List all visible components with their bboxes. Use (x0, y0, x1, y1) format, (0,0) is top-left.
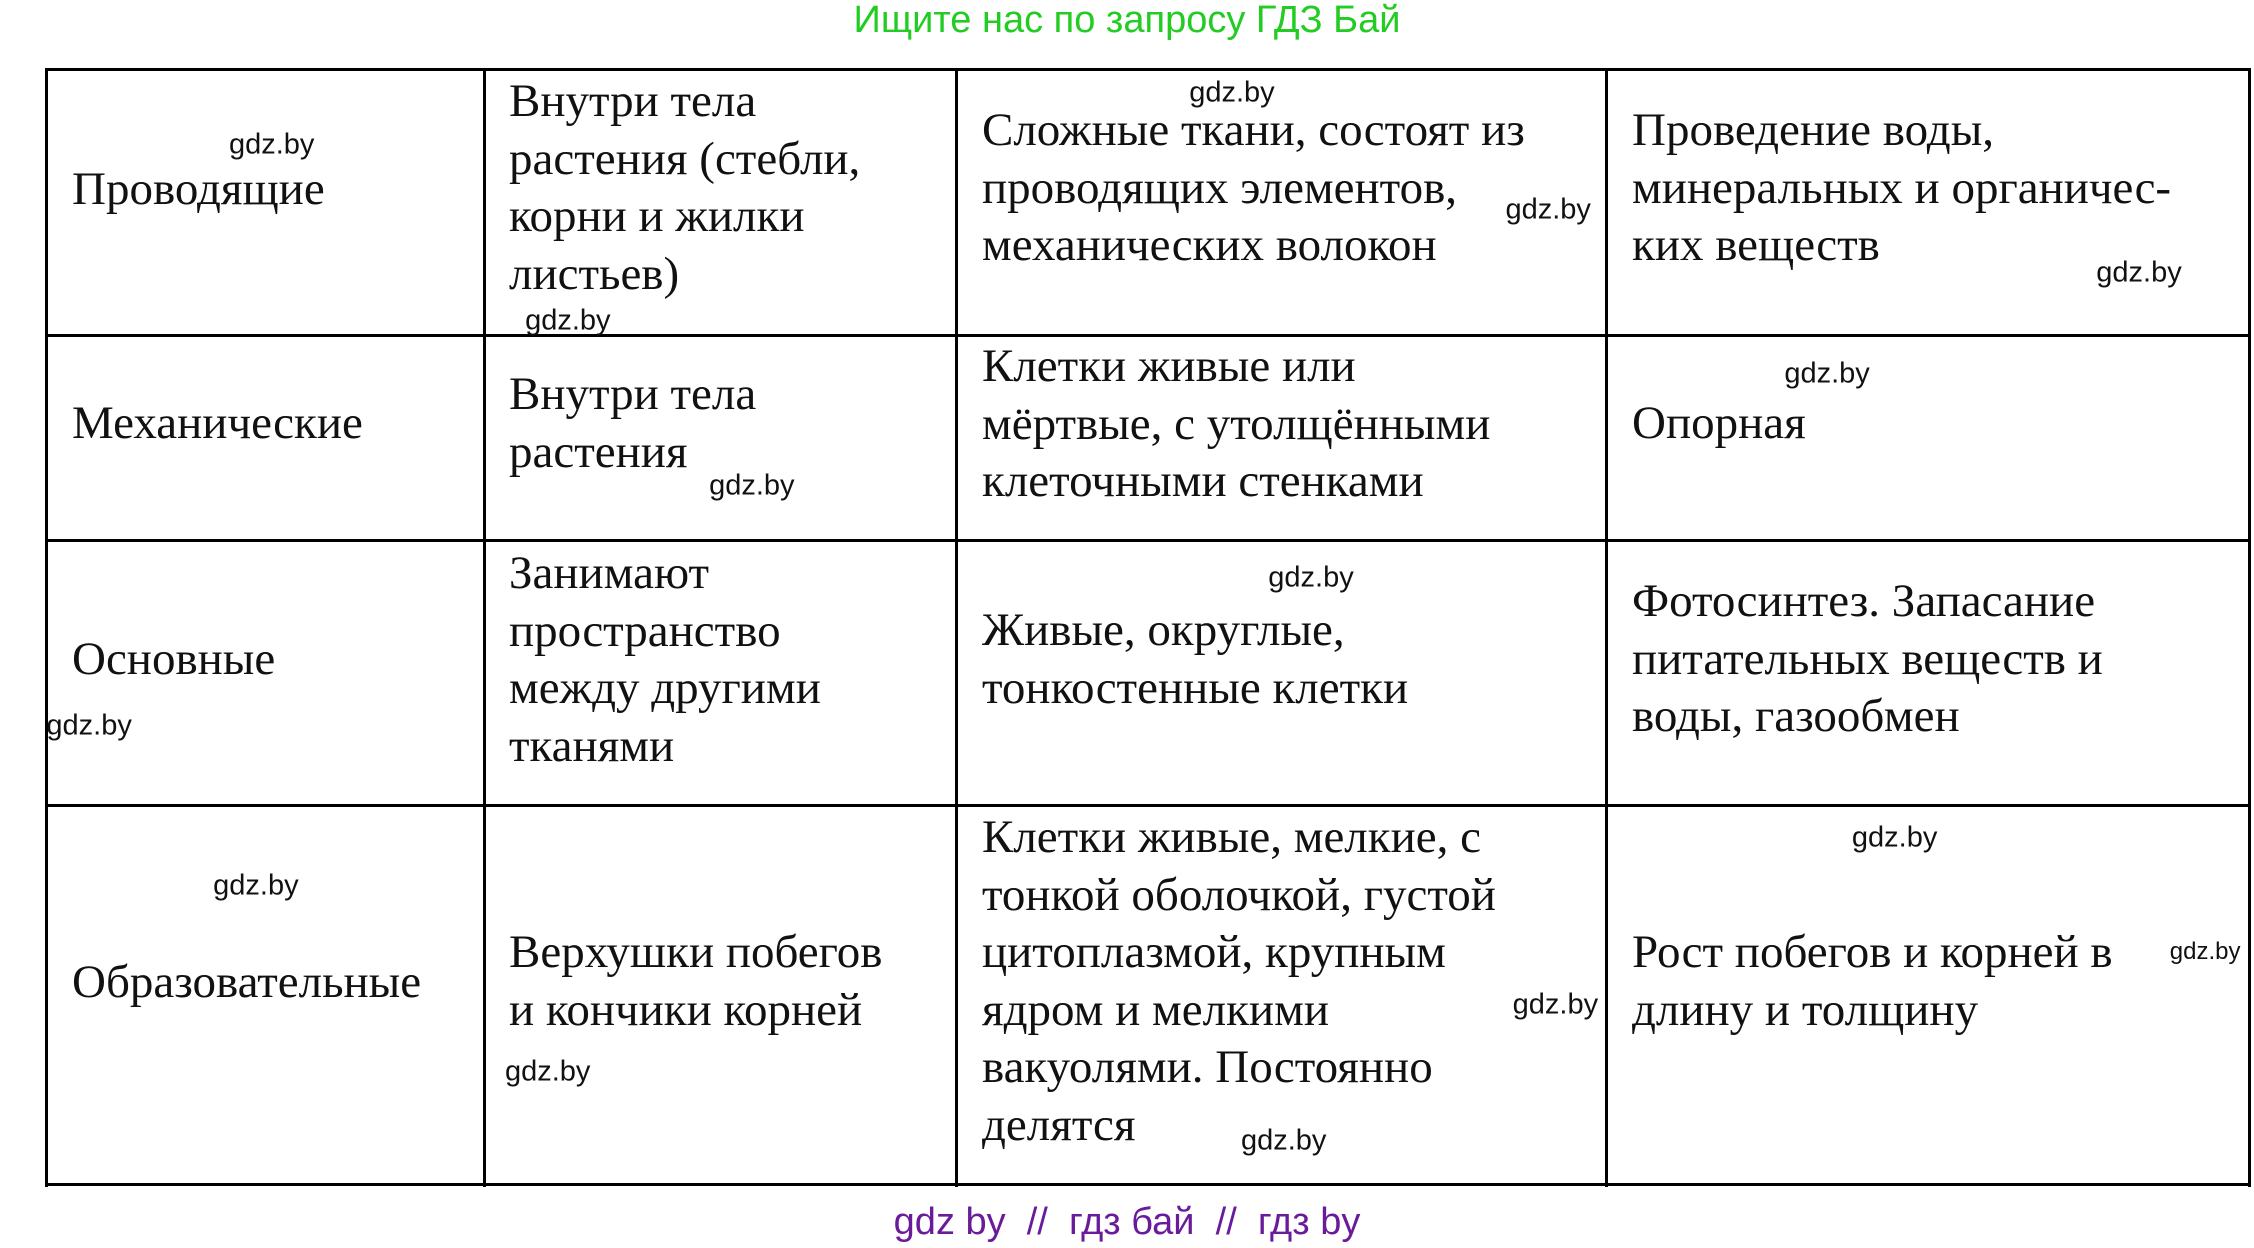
table-cell-structure (982, 338, 1490, 511)
table-rule (1605, 68, 1608, 1187)
cell-text-line: Верхушки побегов (509, 926, 883, 978)
table-rule (45, 68, 2251, 71)
cell-text-line: Механические (72, 397, 363, 449)
cell-text-line: Основные (72, 633, 276, 685)
cell-text-line: длину и толщину (1632, 983, 1979, 1036)
table-rule (483, 68, 486, 1187)
cell-text-line: и кончики корней (509, 983, 863, 1036)
table-cell-function (1632, 395, 1806, 453)
cell-text-line: клеточными стенками (982, 455, 1424, 507)
cell-text-line: Сложные ткани, состоят из (982, 104, 1525, 156)
table-cell-structure (982, 602, 1408, 717)
cell-text-line: питательных веществ и (1632, 632, 2103, 685)
watermark: gdz.by (1784, 357, 1870, 390)
table-cell-name (72, 395, 363, 453)
cell-text-line: Внутри тела (509, 75, 757, 127)
cell-text-line: цитоплазмой, крупным (982, 926, 1446, 978)
watermark: gdz.by (1240, 1124, 1327, 1157)
cell-text-line: Внутри тела (509, 368, 757, 420)
cell-text-line: растения (стебли, (509, 132, 861, 185)
cell-text-line: пространство (509, 604, 781, 657)
table-rule (2248, 68, 2251, 1187)
table-cell-structure (982, 809, 1496, 1154)
cell-text-line: тонкостенные клетки (982, 661, 1409, 714)
cell-text-line: корни и жилки (509, 190, 805, 242)
cell-text-line: воды, газообмен (1632, 690, 1960, 742)
cell-text-line: ких веществ (1632, 219, 1880, 271)
table-rule (955, 68, 958, 1187)
watermark: gdz.by (1189, 76, 1275, 109)
cell-text-line: Клетки живые или (982, 340, 1356, 392)
watermark: gdz.by (2096, 256, 2182, 289)
watermark: gdz.by (2169, 937, 2241, 965)
cell-text-line: проводящих элементов, (982, 161, 1458, 214)
table-cell-location (509, 366, 756, 481)
cell-text-line: Клетки живые, мелкие, с (982, 811, 1481, 863)
table-cell-function (1632, 102, 2171, 275)
cell-text-line: между другими (509, 662, 821, 714)
cell-text-line: растения (509, 425, 688, 478)
cell-text-line: Живые, округлые, (982, 604, 1345, 656)
table-rule (45, 804, 2251, 807)
cell-text-line: мёртвые, с утолщёнными (982, 397, 1491, 450)
cell-text-line: Проведение воды, (1632, 104, 1995, 156)
table-rule (45, 68, 48, 1187)
table-cell-name (72, 161, 325, 219)
cell-text-line: тонкой оболочкой, густой (982, 868, 1496, 921)
table-cell-location (509, 924, 882, 1039)
table-cell-location (509, 545, 821, 775)
watermark: gdz.by (1512, 988, 1599, 1021)
table-cell-name (72, 954, 421, 1012)
watermark: gdz.by (709, 469, 795, 502)
table-cell-structure (982, 102, 1525, 275)
cell-text-line: тканями (509, 719, 675, 772)
table-cell-function (1632, 573, 2103, 746)
watermark: gdz.by (504, 1055, 591, 1088)
cell-text-line: Фотосинтез. Запасание (1632, 575, 2096, 627)
cell-text-line: Занимают (509, 547, 710, 599)
watermark: gdz.by (1268, 561, 1354, 594)
watermark: gdz.by (228, 128, 315, 161)
cell-text-line: листьев) (509, 247, 680, 300)
table-rule (45, 1183, 2251, 1186)
watermark: gdz.by (1851, 821, 1938, 854)
table-rule (45, 539, 2251, 542)
site-footer: gdz by // гдз бай // гдз by (893, 1201, 1361, 1243)
cell-text-line: Проводящие (72, 163, 325, 215)
table-cell-function (1632, 924, 2113, 1039)
cell-text-line: Рост побегов и корней в (1632, 926, 2113, 978)
table-cell-location (509, 73, 860, 303)
cell-text-line: минеральных и органичес- (1632, 161, 2172, 214)
watermark: gdz.by (46, 709, 132, 742)
watermark: gdz.by (1505, 193, 1591, 226)
cell-text-line: ядром и мелкими (982, 983, 1329, 1036)
cell-text-line: делятся (982, 1098, 1136, 1151)
cell-text-line: механических волокон (982, 219, 1437, 271)
search-hint-header: Ищите нас по запросу ГДЗ Бай (853, 0, 1401, 41)
cell-text-line: Опорная (1632, 397, 1806, 449)
watermark: gdz.by (525, 304, 611, 337)
cell-text-line: вакуолями. Постоянно (982, 1041, 1433, 1093)
table-cell-name (72, 631, 275, 689)
watermark: gdz.by (213, 869, 299, 901)
cell-text-line: Образовательные (72, 956, 422, 1008)
table-rule (45, 334, 2251, 337)
